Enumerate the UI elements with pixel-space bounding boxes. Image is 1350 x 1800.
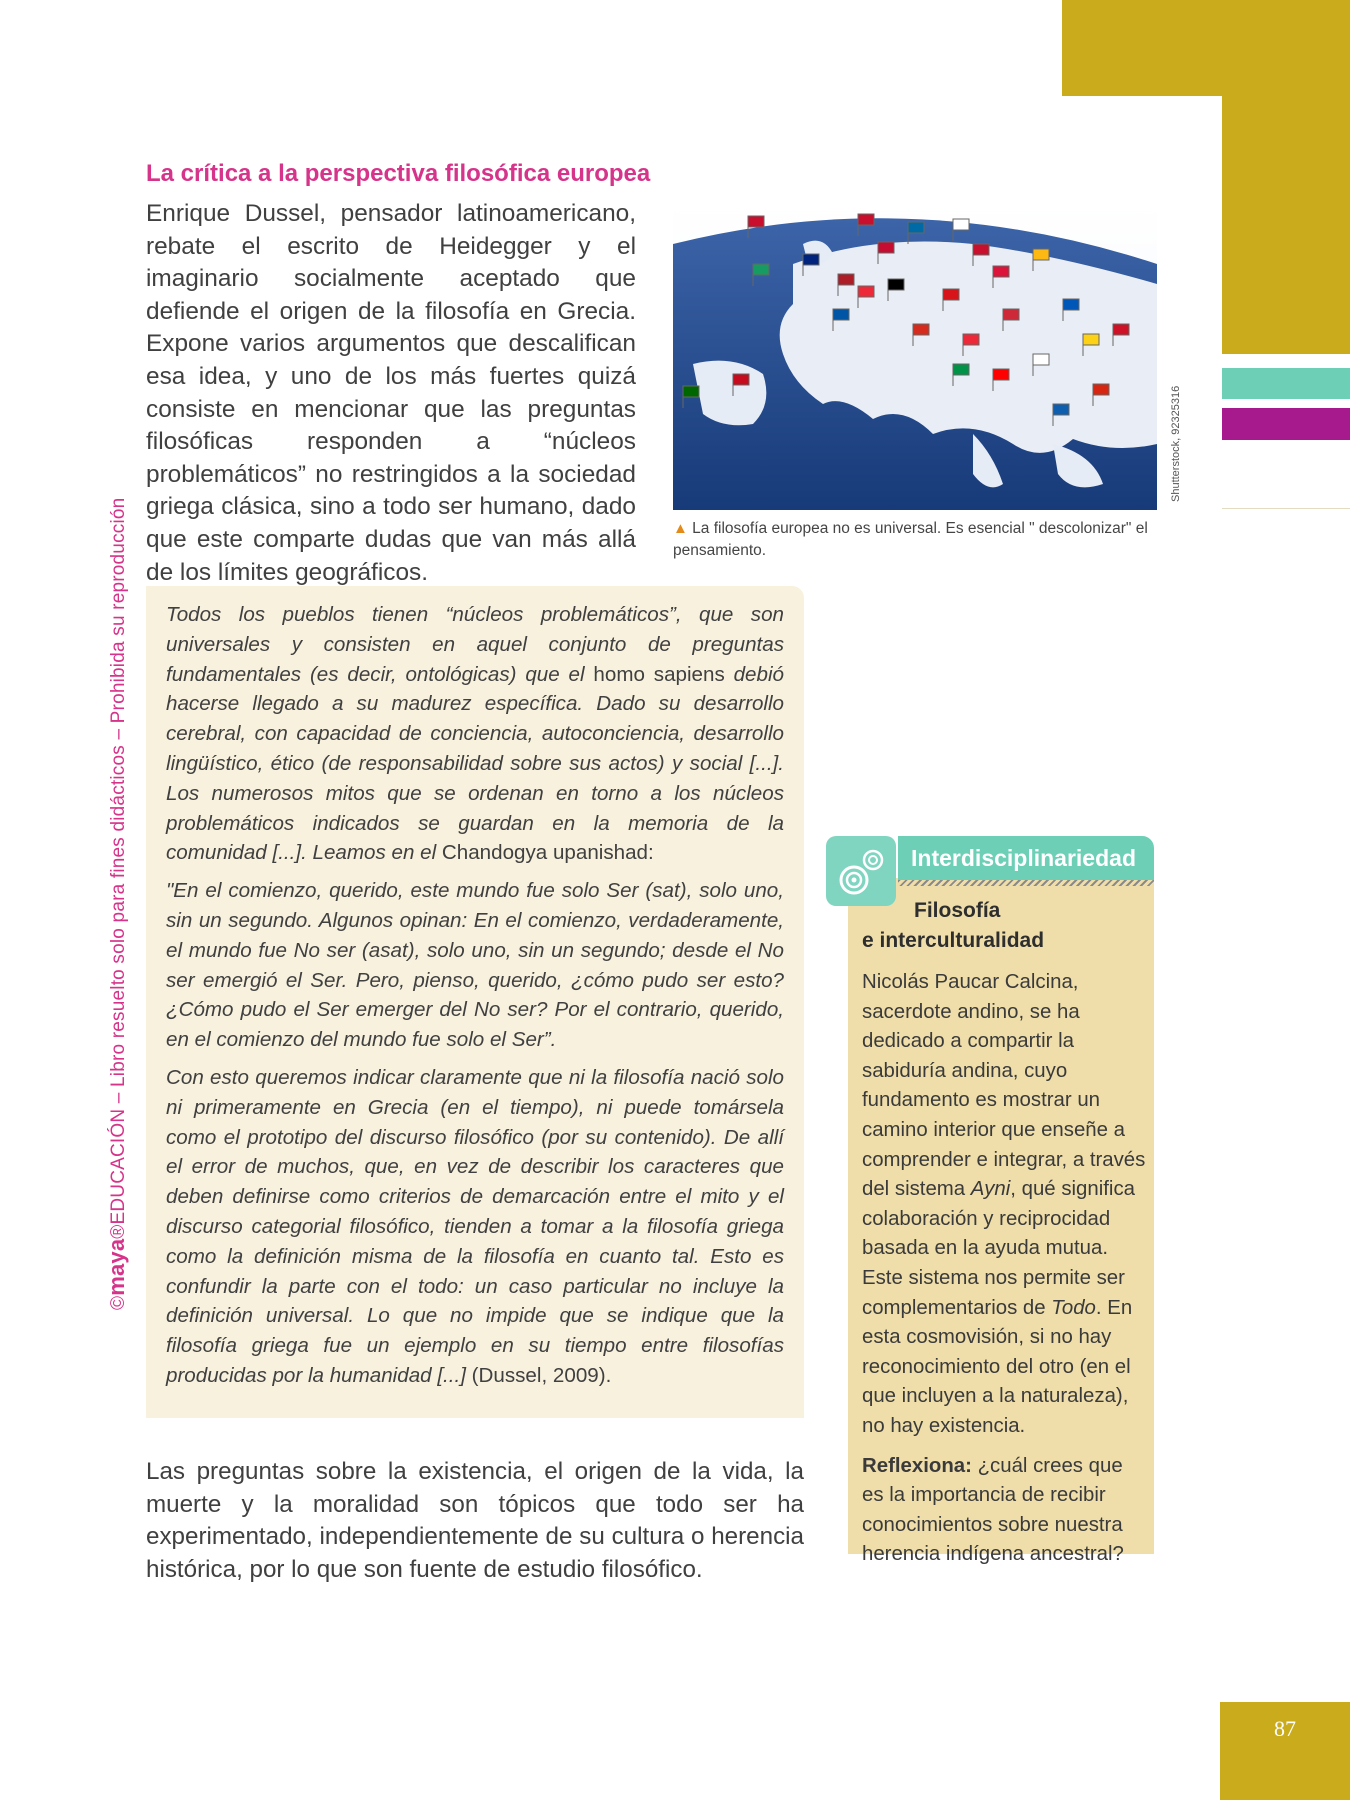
sidebar-paragraph: Nicolás Paucar Calcina, sacerdote andino, se ha dedicado a compartir la sabiduría andina, cuyo fundamento es mostrar un camino interior que enseñe a comprender e integrar, a través del sistema Ayni, qué significa colaboración y reciprocidad basada en la ayuda mutua. Este sistema nos permite ser complementarios de Todo. En esta cosmovisión, si no hay reconocimiento del otro (en el que incluyen a la naturaleza), no hay existencia. bbox=[862, 971, 1146, 1437]
decorative-teal-bar bbox=[1222, 368, 1350, 399]
sidebar-stripes bbox=[898, 880, 1154, 886]
decorative-gold-bar bbox=[1222, 96, 1350, 354]
dussel-quote bbox=[166, 600, 784, 1399]
quote-paragraph-1: Todos los pueblos tienen “núcleos problemáticos”, que son universales y consisten en aquel conjunto de preguntas fundamentales (es decir, ontológicas) que el homo sapiens debió hacerse llegado a su madurez específica. Dado su desarrollo cerebral, con capacidad de conciencia, autoconciencia, desarrollo lingüístico, ético (de responsabilidad sobre sus actos) y social [...]. Los numerosos mitos que se ordenan en torno a los núcleos problemáticos indicados se guardan en la memoria de la comunidad [...]. Leamos en el Chandogya upanishad: bbox=[166, 603, 784, 865]
sidebar-title: Filosofía e interculturalidad bbox=[862, 899, 1045, 952]
quote-paragraph-3: Con esto queremos indicar claramente que ni la filosofía nació solo ni primeramente en Grecia (en el tiempo), ni puede tomársela como el prototipo del discurso filosófico (por su contenido). De allí el error de muchos, que, en vez de describir los caracteres que deben definirse como criterios de demarcación entre el mito y el discurso categorial filosófico, tienden a tomar a la filosofía griega como la definición misma de la filosofía en cuanto tal. Esto es confundir la parte con el todo: un caso particular no incluye la definición universal. Lo que no impide que se indique que la filosofía griega fue un ejemplo en su tiempo entre filosofías producidas por la humanidad [...] (Dussel, 2009). bbox=[166, 1065, 784, 1387]
copyright-notice: ©maya®EDUCACIÓN – Libro resuelto solo para fines didácticos – Prohibida su reproducción bbox=[104, 497, 129, 1310]
sidebar-reflection: Reflexiona: ¿cuál crees que es la importancia de recibir conocimientos sobre nuestra herencia indígena ancestral? bbox=[862, 1454, 1124, 1566]
europe-flags-photo bbox=[673, 204, 1157, 510]
photo-credit: Shutterstock, 92325316 bbox=[1170, 385, 1182, 502]
section-title: La crítica a la perspectiva filosófica europea bbox=[146, 160, 651, 187]
intro-paragraph: Enrique Dussel, pensador latinoamericano, rebate el escrito de Heidegger y el imaginario socialmente aceptado que defiende el origen de la filosofía en Grecia. Expone varios argumentos que descalifican esa idea, y uno de los más fuertes quizá consiste en mencionar que las preguntas filosóficas responden a “núcleos problemáticos” no restringidos a la sociedad griega clásica, sino a todo ser humano, dado que este comparte dudas que van más allá de los límites geográficos. bbox=[146, 200, 636, 586]
quote-paragraph-2: "En el comienzo, querido, este mundo fue solo Ser (sat), solo uno, sin un segundo. Algunos opinan: En el comienzo, verdaderamente, el mundo fue No ser (asat), solo uno, sin un segundo; desde el No ser emergió el Ser. Pero, pienso, querido, ¿cómo pudo ser esto? ¿Cómo pudo el Ser emerger del No ser? Por el contrario, querido, en el comienzo del mundo fue solo el Ser”. bbox=[166, 879, 784, 1052]
photo-caption bbox=[673, 518, 1161, 562]
page-number: 87 bbox=[1220, 1702, 1350, 1800]
decorative-divider bbox=[1222, 508, 1350, 509]
sidebar-header: Interdisciplinariedad bbox=[898, 836, 1154, 880]
photo-caption-text: La filosofía europea no es universal. Es esencial " descolonizar" el pensamiento. bbox=[673, 520, 1148, 559]
decorative-gold-block bbox=[1062, 0, 1350, 96]
decorative-magenta-bar bbox=[1222, 408, 1350, 440]
sidebar-body bbox=[862, 968, 1146, 1580]
closing-paragraph: Las preguntas sobre la existencia, el origen de la vida, la muerte y la moralidad son tópicos que todo ser ha experimentado, independientemente de su cultura o herencia histórica, por lo que son fuente de estudio filosófico. bbox=[146, 1458, 804, 1583]
caption-triangle-icon: ▲ bbox=[673, 520, 688, 537]
